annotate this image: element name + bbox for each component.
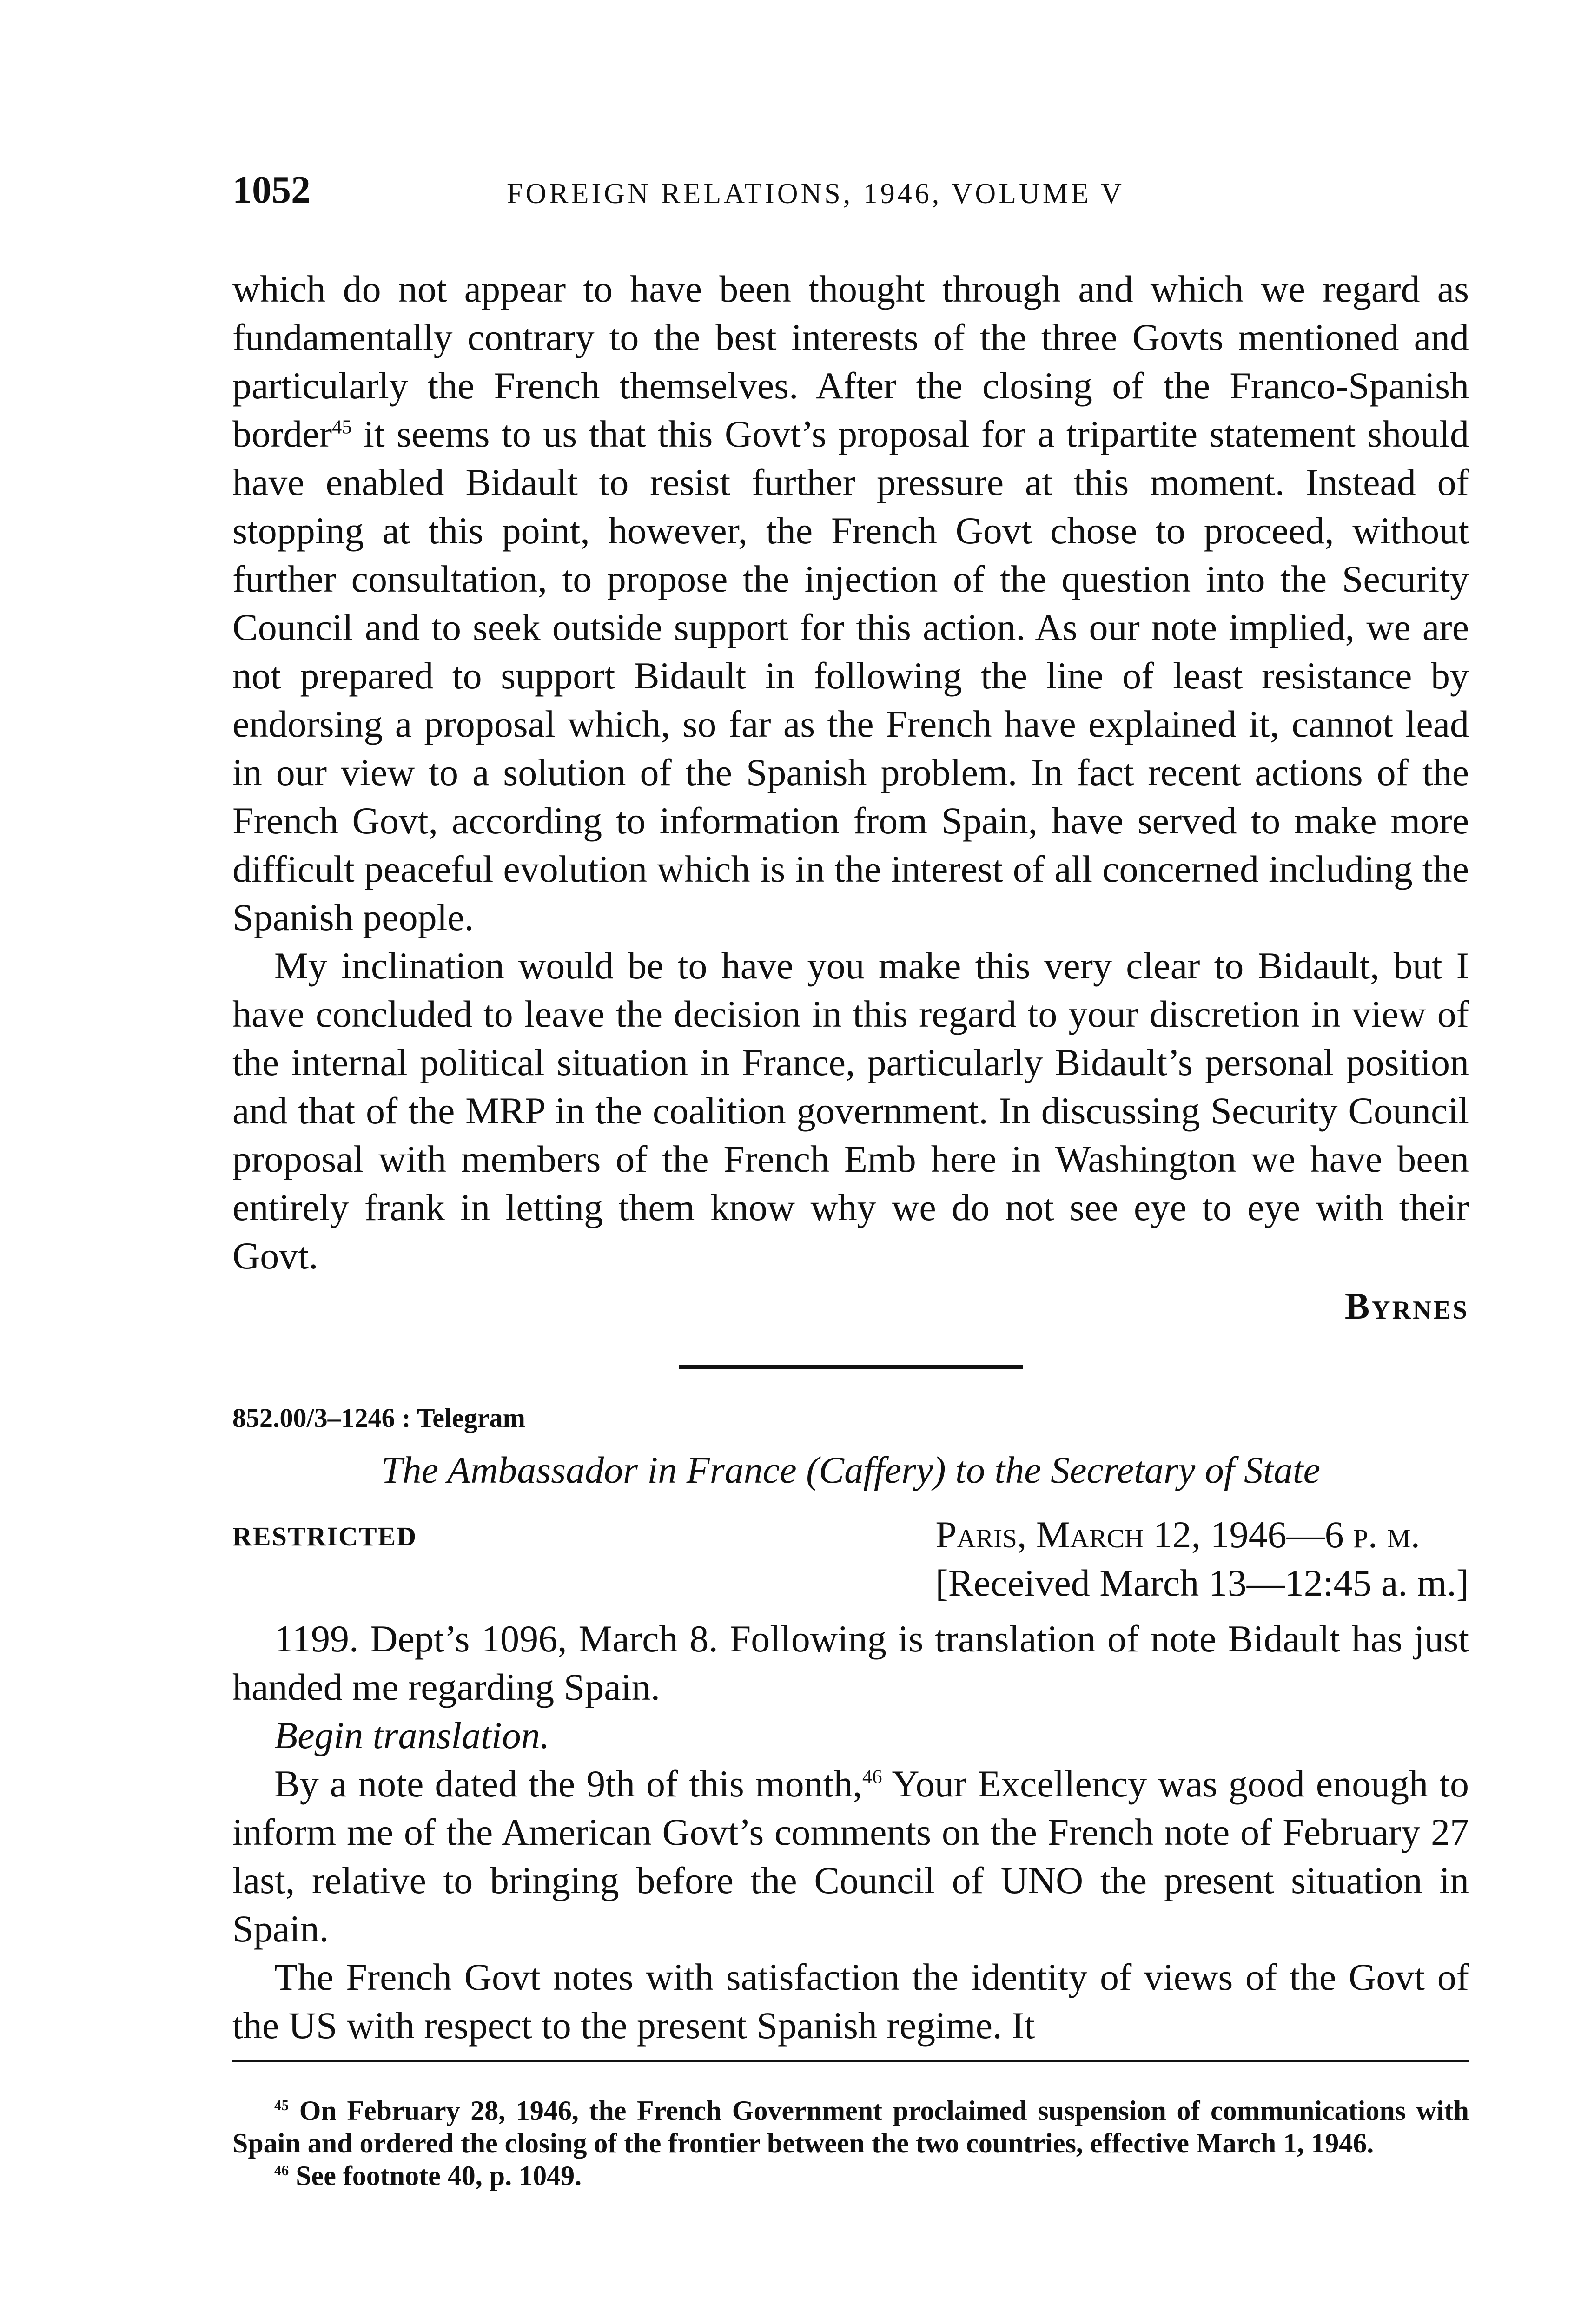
- paragraph-text: Your Excellency was good enough to inform me of the American Govt’s comments on the French note of February 27 last, relative to bringing before the Council of UNO the present situation in Spain.: [232, 1763, 1469, 1950]
- classification-label: RESTRICTED: [232, 1521, 417, 1552]
- received-time: [Received March 13—12:45 a. m.]: [935, 1562, 1469, 1604]
- telegram-text: [232, 1615, 1469, 2050]
- page-number: 1052: [232, 168, 311, 211]
- dateline: [232, 1511, 1469, 1608]
- file-reference: 852.00/3–1246 : Telegram: [232, 1403, 525, 1433]
- footnote-ref-46: 46: [862, 1766, 882, 1788]
- footnote: [232, 2159, 1469, 2192]
- page-header: [232, 167, 1469, 218]
- place-date: Paris, March 12, 1946—6 p. m.: [935, 1513, 1420, 1556]
- document-page: [232, 167, 1469, 2192]
- footnote-marker: 46: [274, 2162, 289, 2179]
- place-date-block: [935, 1511, 1469, 1607]
- footnote-marker: 45: [274, 2097, 289, 2113]
- footnote: [232, 2094, 1469, 2159]
- paragraph-text: By a note dated the 9th of this month,: [274, 1763, 862, 1805]
- continued-paragraph: [232, 265, 1469, 942]
- paragraph-text: it seems to us that this Govt’s proposal for a tripartite statement should have enabled Bidault to resist further pressure at this moment. Instead of stopping at this point, however, the French Govt chose to proceed, without further consultation, to propose the injection of the question into the Security Council and to seek outside support for this action. As our note implied, we are not prepared to support Bidault in following the line of least resistance by endorsing a proposal which, so far as the French have explained it, cannot lead in our view to a solution of the Spanish problem. In fact recent actions of the French Govt, according to information from Spain, have served to make more difficult peaceful evolution which is in the interest of all concerned including the Spanish people.: [232, 413, 1469, 938]
- footnote-text: On February 28, 1946, the French Government proclaimed suspension of communications with Spain and ordered the closing of the frontier between the two countries, effective March 1, 1946.: [232, 2095, 1469, 2159]
- continued-paragraph: My inclination would be to have you make this very clear to Bidault, but I have concluded to leave the decision in this regard to your discretion in view of the internal political situation in France, particularly Bidault’s personal position and that of the MRP in the coalition government. In discussing Security Council proposal with members of the French Emb here in Washington we have been entirely frank in letting them know why we do not see eye to eye with their Govt.: [232, 944, 1469, 1277]
- begin-translation: Begin translation.: [274, 1714, 550, 1756]
- footnote-ref-45: 45: [332, 416, 352, 438]
- paragraph-text: which do not appear to have been thought through and which we regard as fundamentally contrary to the best interests of the three Govts mentioned and particularly the French themselves. After the closing of the Franco-Spanish border: [232, 268, 1469, 455]
- running-title: FOREIGN RELATIONS, 1946, VOLUME V: [507, 178, 1125, 210]
- continued-telegram-text: [232, 265, 1469, 1280]
- telegram-paragraph: [232, 1760, 1469, 1953]
- section-divider: [679, 1365, 1023, 1369]
- footnotes: [232, 2094, 1469, 2192]
- telegram-paragraph: The French Govt notes with satisfaction the identity of views of the Govt of the US with respect to the present Spanish regime. It: [232, 1956, 1469, 2047]
- footnote-text: See footnote 40, p. 1049.: [289, 2160, 582, 2191]
- footnote-divider: [232, 2060, 1469, 2062]
- telegram-paragraph: 1199. Dept’s 1096, March 8. Following is translation of note Bidault has just handed me regarding Spain.: [232, 1618, 1469, 1708]
- signature: Byrnes: [1344, 1286, 1469, 1327]
- document-title: The Ambassador in France (Caffery) to the Secretary of State: [381, 1449, 1321, 1491]
